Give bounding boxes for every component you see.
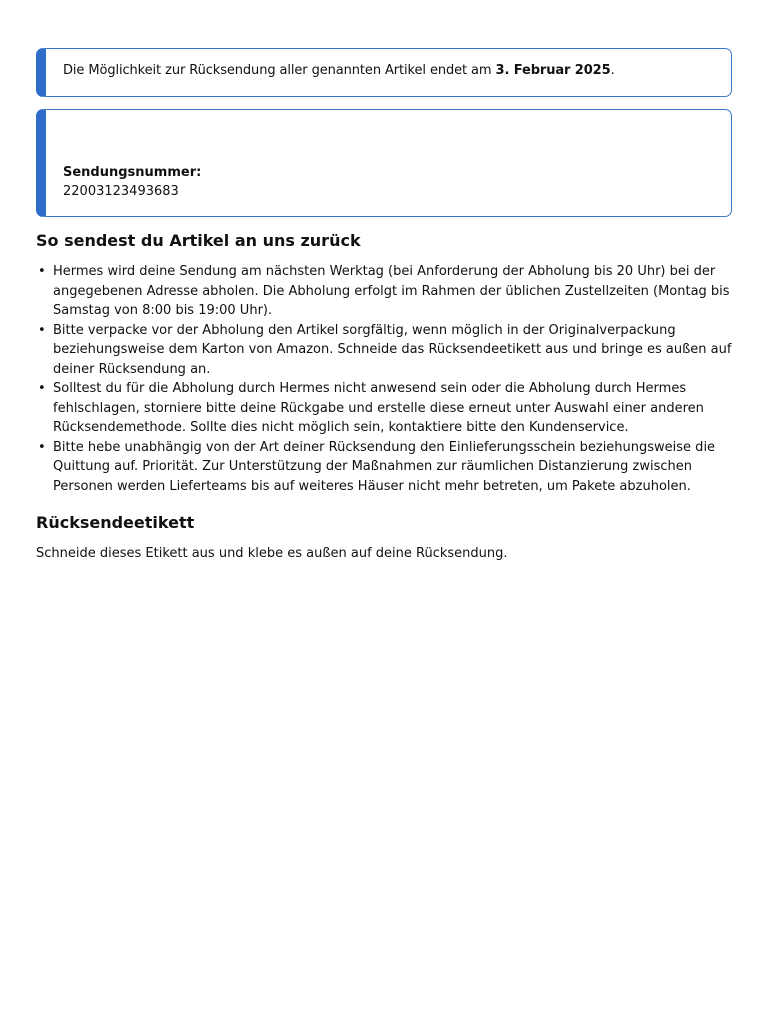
list-item bbox=[36, 438, 736, 497]
bullet-icon: • bbox=[38, 322, 46, 338]
list-item-text: Solltest du für die Abholung durch Hermes nicht anwesend sein oder die Abholung durch Hermes fehlschlagen, storniere bitte deine Rückgabe und erstelle diese erneut unter Auswahl einer anderen Rücksendemethode. Sollte dies nicht möglich sein, kontaktiere bitte den Kundenservice. bbox=[53, 381, 704, 435]
list-item bbox=[36, 262, 736, 321]
list-item-text: Hermes wird deine Sendung am nächsten Werktag (bei Anforderung der Abholung bis 20 Uhr) bei der angegebenen Adresse abholen. Die Abholung erfolgt im Rahmen der üblichen Zustellzeiten (Montag bis Samstag von 8:00 bis 19:00 Uhr). bbox=[53, 264, 730, 318]
return-label-heading: Rücksendeetikett bbox=[36, 513, 195, 532]
tracking-number: 22003123493683 bbox=[63, 184, 179, 199]
bullet-icon: • bbox=[38, 264, 46, 279]
deadline-text bbox=[63, 63, 615, 78]
list-item bbox=[36, 321, 736, 380]
list-item bbox=[36, 379, 736, 438]
instructions-list bbox=[36, 262, 736, 496]
tracking-notice bbox=[36, 109, 732, 217]
tracking-label: Sendungsnummer: bbox=[63, 165, 202, 180]
deadline-text-suffix: . bbox=[610, 63, 615, 78]
deadline-text-prefix: Die Möglichkeit zur Rücksendung aller genannten Artikel endet am bbox=[63, 63, 496, 78]
return-deadline-notice bbox=[36, 48, 732, 97]
list-item-text: Bitte verpacke vor der Abholung den Artikel sorgfältig, wenn möglich in der Originalverpackung beziehungsweise dem Karton von Amazon. Schneide das Rücksendeetikett aus und bringe es außen auf deiner Rücksendung an. bbox=[53, 322, 732, 377]
list-item-text: Bitte hebe unabhängig von der Art deiner Rücksendung den Einlieferungsschein beziehungsweise die Quittung auf. Priorität. Zur Unterstützung der Maßnahmen zur räumlichen Distanzierung zwischen Personen werden Lieferteams bis auf weiteres Häuser nicht mehr betreten, um Pakete abzuholen. bbox=[53, 439, 716, 494]
bullet-icon: • bbox=[38, 439, 46, 455]
deadline-date: 3. Februar 2025 bbox=[495, 63, 611, 78]
bullet-icon: • bbox=[38, 381, 46, 396]
return-label-instruction: Schneide dieses Etikett aus und klebe es außen auf deine Rücksendung. bbox=[36, 546, 508, 561]
instructions-heading: So sendest du Artikel an uns zurück bbox=[36, 231, 361, 250]
